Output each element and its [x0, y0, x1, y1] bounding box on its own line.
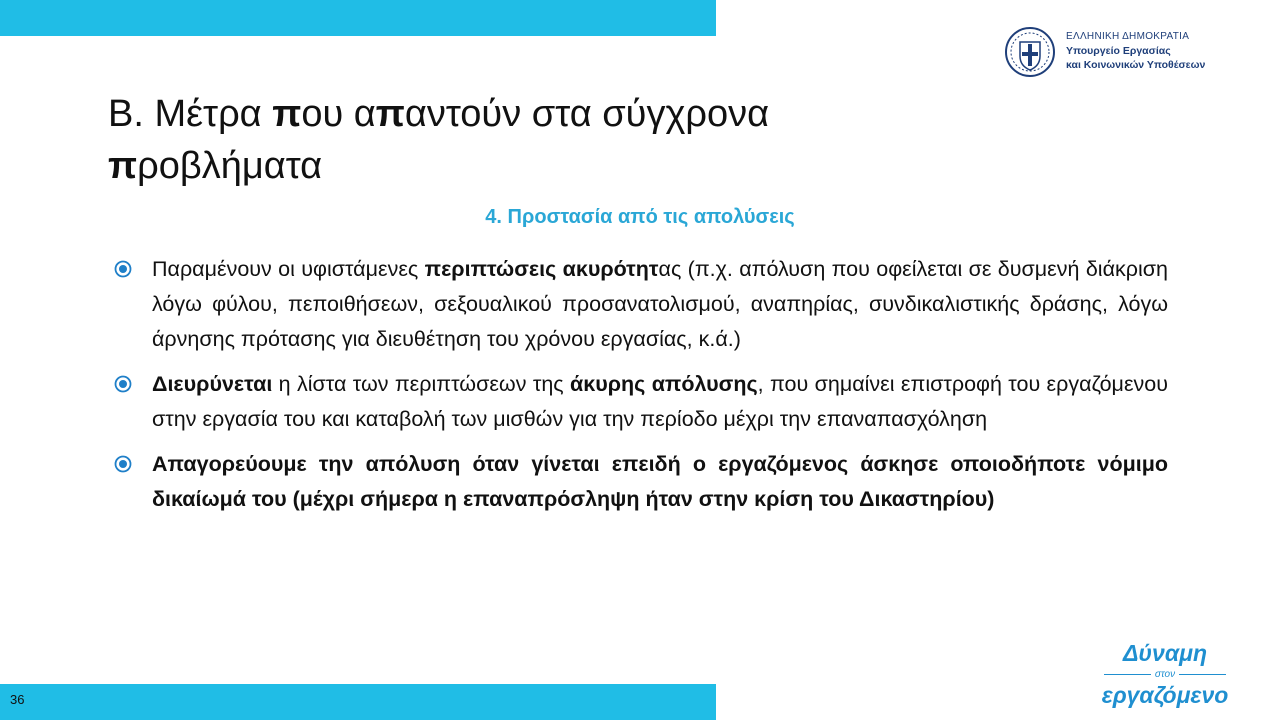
brand-logo	[1100, 640, 1230, 708]
top-accent-bar	[0, 0, 716, 36]
brand-line1: Δύναμη	[1122, 640, 1207, 666]
ministry-name-cont: και Κοινωνικών Υποθέσεων	[1066, 59, 1206, 71]
bullet-list	[108, 252, 1168, 527]
bullet-item: Διευρύνεται η λίστα των περιπτώσεων της άκυρης απόλυσης, που σημαίνει επιστροφή του εργαζόμενου στην εργασία του και καταβολή των μισθών για την περίοδο μέχρι την επαναπασχόληση	[108, 367, 1168, 437]
greek-coat-of-arms-icon	[1004, 26, 1056, 78]
slide-title: Β. Μέτρα που απαντούν στα σύγχρονα προβλήματα	[108, 93, 770, 187]
brand-line3: εργαζόμενο	[1101, 682, 1229, 708]
ministry-name: Υπουργείο Εργασίας	[1066, 45, 1171, 57]
brand-line2: στον	[1154, 668, 1176, 680]
bullet-item: Απαγορεύουμε την απόλυση όταν γίνεται επειδή ο εργαζόμενος άσκησε οποιοδήποτε νόμιμο δικαίωμά του (μέχρι σήμερα η επαναπρόσληψη ήταν στην κρίση του Δικαστηρίου)	[108, 447, 1168, 517]
radio-bullet-icon	[114, 375, 132, 393]
brand-divider	[1104, 674, 1151, 675]
ministry-logo	[1004, 26, 1244, 84]
slide-subtitle: 4. Προστασία από τις απολύσεις	[485, 206, 795, 228]
ministry-country: ΕΛΛΗΝΙΚΗ ΔΗΜΟΚΡΑΤΙΑ	[1066, 31, 1190, 42]
bottom-accent-bar	[0, 684, 716, 720]
brand-divider	[1179, 674, 1226, 675]
radio-bullet-icon	[114, 260, 132, 278]
page-number: 36	[10, 692, 25, 707]
radio-bullet-icon	[114, 455, 132, 473]
bullet-item: Παραμένουν οι υφιστάμενες περιπτώσεις ακυρότητας (π.χ. απόλυση που οφείλεται σε δυσμενή διάκριση λόγω φύλου, πεποιθήσεων, σεξουαλικού προσανατολισμού, αναπηρίας, συνδικαλιστικής δράσης, λόγω άρνησης πρότασης για διευθέτηση του χρόνου εργασίας, κ.ά.)	[108, 252, 1168, 357]
